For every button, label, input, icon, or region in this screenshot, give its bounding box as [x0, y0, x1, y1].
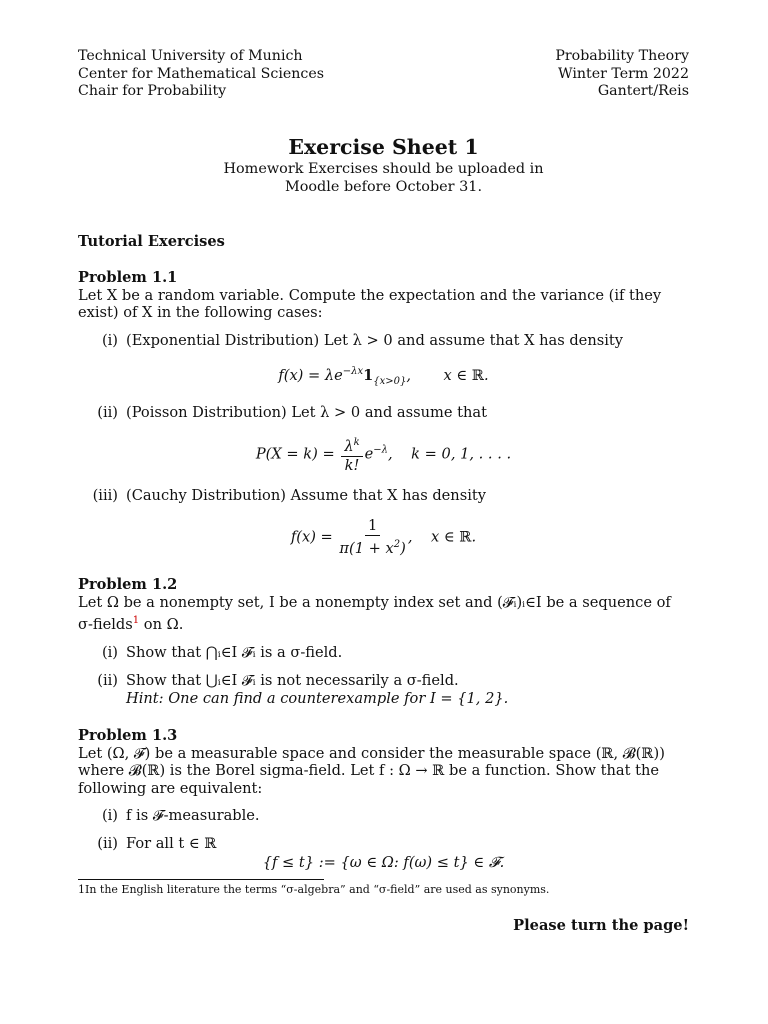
problem-intro-end: on Ω. [143, 615, 184, 633]
problem-item [78, 807, 689, 825]
problem-item [78, 644, 689, 662]
problem-item [78, 835, 689, 853]
document-header [78, 48, 689, 101]
course-name: Probability Theory [555, 48, 689, 64]
instructors: Gantert/Reis [597, 83, 689, 100]
problem-1-2 [78, 576, 689, 707]
problem-intro [78, 594, 689, 633]
problem-intro: Let X be a random variable. Compute the expectation and the variance (if they exist) of X in the following cases: [78, 286, 662, 322]
subtitle-line-1: Homework Exercises should be uploaded in [223, 160, 544, 177]
university-name: Technical University of Munich [78, 48, 303, 64]
equation: {f ≤ t} := {ω ∈ Ω: f(ω) ≤ t} ∈ 𝓕. [262, 854, 505, 872]
item-text: Show that ⋂ᵢ∈I 𝓕ᵢ is a σ-field. [126, 643, 343, 661]
item-label: (iii) [92, 486, 118, 504]
item-text: For all t ∈ ℝ [126, 835, 217, 853]
chair-name: Chair for Probability [78, 83, 227, 100]
fraction: $\frac{1}{\pi(1 + x^2)}$ [339, 516, 406, 557]
item-text: (Exponential Distribution) Let λ > 0 and assume that X has density [126, 331, 623, 349]
item-label: (ii) [97, 835, 118, 853]
item-text: (Cauchy Distribution) Assume that X has density [126, 486, 486, 504]
problem-intro-text: Let Ω be a nonempty set, I be a nonempty index set and (𝓕ᵢ)ᵢ∈I be a sequence of σ-fields [78, 594, 671, 633]
item-text: Show that ⋃ᵢ∈I 𝓕ᵢ is not necessarily a σ-field. [126, 671, 459, 689]
item-label: (ii) [97, 671, 118, 689]
problem-item [78, 404, 689, 422]
equation: $f(x) = \lambda e^{-\lambda x}1_{\{x>0\}}$, x ∈ ℝ. [278, 365, 489, 387]
problem-1-3 [78, 727, 689, 874]
problem-intro: Let (Ω, 𝓕) be a measurable space and consider the measurable space (ℝ, 𝓑(ℝ)) where 𝓑(ℝ) is the Borel sigma-field. Let f : Ω → ℝ be a function. Show that the following are equivalent: [78, 744, 665, 797]
center-name: Center for Mathematical Sciences [78, 65, 325, 82]
problem-title: Problem 1.2 [78, 576, 178, 594]
item-label: (ii) [97, 403, 118, 421]
exercise-sheet-page [78, 48, 689, 934]
turn-page-note: Please turn the page! [513, 917, 689, 935]
problem-item [78, 487, 689, 505]
equation: P(X = k) = $\frac{\lambda^k}{k!}$ $e^{-\lambda}$, k = 0, 1, . . . . [78, 434, 689, 475]
header-left [78, 48, 324, 101]
item-label: (i) [101, 331, 118, 349]
problem-item [78, 332, 689, 350]
header-right [555, 48, 689, 101]
subtitle-line-2: Moodle before October 31. [284, 178, 483, 195]
item-label: (i) [101, 807, 118, 825]
footnote: 1In the English literature the terms “σ-algebra” and “σ-field” are used as synonyms. [78, 883, 550, 897]
section-heading: Tutorial Exercises [78, 232, 225, 250]
fraction: $\frac{\lambda^k}{k!}$ [341, 434, 362, 475]
problem-title: Problem 1.3 [78, 726, 178, 744]
title-block [78, 134, 689, 196]
problem-title: Problem 1.1 [78, 268, 178, 286]
footnote-rule [78, 879, 324, 880]
problem-item [78, 672, 689, 708]
equation: f(x) = $\frac{1}{\pi(1 + x^2)}$ , x ∈ ℝ. [290, 516, 477, 557]
item-text: f is 𝓕-measurable. [126, 807, 260, 825]
hint-text: Hint: One can find a counterexample for I = {1, 2}. [126, 689, 509, 707]
term-name: Winter Term 2022 [557, 65, 689, 82]
item-label: (i) [101, 643, 118, 661]
problem-1-1 [78, 269, 689, 558]
footnote-link[interactable]: 1 [132, 615, 140, 627]
sheet-title: Exercise Sheet 1 [288, 134, 479, 159]
item-text: (Poisson Distribution) Let λ > 0 and assume that [126, 403, 487, 421]
